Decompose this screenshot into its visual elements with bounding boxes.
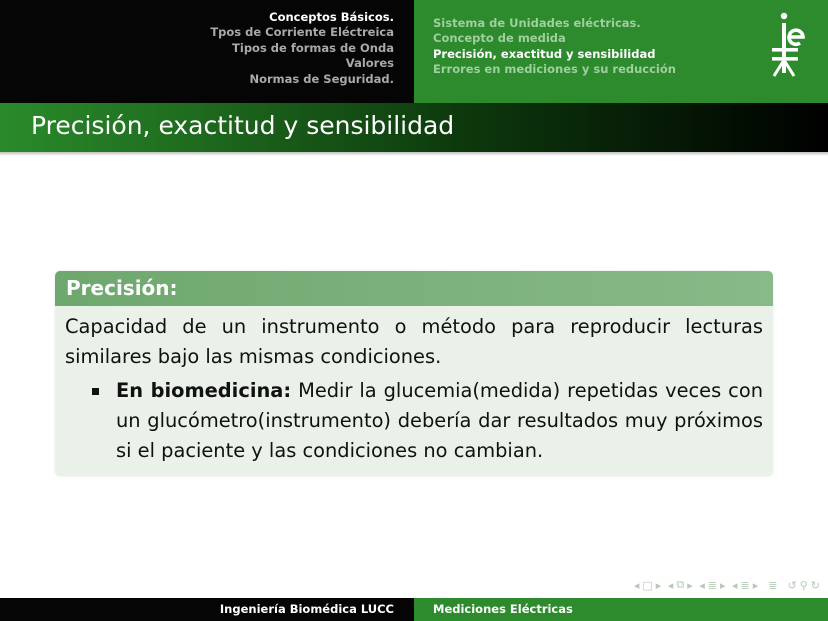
bullet-bold-label: En biomedicina: xyxy=(116,379,292,402)
subsection-nav xyxy=(414,0,828,103)
beamer-header xyxy=(0,0,828,103)
list-item xyxy=(65,376,763,466)
nav-subsection-icon[interactable]: ≣ xyxy=(707,578,717,592)
nav-section-icon[interactable]: ≣ xyxy=(740,578,750,592)
nav-prev-subsection-icon[interactable]: ◂ xyxy=(695,578,705,592)
footer-title: Mediciones Eléctricas xyxy=(414,598,828,621)
ie-logo-icon xyxy=(770,10,810,78)
nav-zoom-icon[interactable]: ⚲ xyxy=(799,578,808,592)
subsection-link-precision[interactable]: Precisión, exactitud y sensibilidad xyxy=(433,46,656,61)
block-body xyxy=(55,306,773,466)
footer-author: Ingeniería Biomédica LUCC xyxy=(0,598,414,621)
nav-prev-slide-icon[interactable]: ◂ xyxy=(633,578,640,592)
section-link-conceptos-basicos[interactable]: Conceptos Básicos. xyxy=(269,10,394,24)
section-link-tipos-corriente[interactable]: Tpos de Corriente Eléctreica xyxy=(210,25,394,40)
subsection-link-errores[interactable]: Errores en mediciones y su reducción xyxy=(433,62,676,77)
nav-slide-icon[interactable]: □ xyxy=(642,578,653,592)
nav-prev-section-icon[interactable]: ◂ xyxy=(728,578,738,592)
section-link-valores[interactable]: Valores xyxy=(345,56,394,71)
frame-title-shadow xyxy=(0,152,828,156)
subsection-link-concepto-medida[interactable]: Concepto de medida xyxy=(433,31,566,46)
definition-block xyxy=(55,271,773,476)
nav-prev-frame-icon[interactable]: ◂ xyxy=(664,578,674,592)
frame-title: Precisión, exactitud y sensibilidad xyxy=(0,103,828,152)
beamer-footer xyxy=(0,598,828,621)
nav-appendix-icon[interactable]: ≣ xyxy=(761,578,778,592)
section-link-formas-onda[interactable]: Tipos de formas de Onda xyxy=(232,40,394,55)
bullet-description: Medir la glucemia(medida) repetidas veces con un glucómetro(instrumento) debería dar resultados muy próximos si el paciente y las condiciones no cambian. xyxy=(116,379,763,462)
nav-next-subsection-icon[interactable]: ▸ xyxy=(719,578,726,592)
section-link-normas-seguridad[interactable]: Normas de Seguridad. xyxy=(249,71,394,86)
nav-search-icon[interactable]: ↺ xyxy=(780,578,797,592)
nav-forward-icon[interactable]: ↻ xyxy=(810,578,820,592)
definition-text: Capacidad de un instrumento o método para reproducir lecturas similares bajo las mismas condiciones. xyxy=(65,315,763,368)
bullet-text xyxy=(116,376,763,466)
nav-next-frame-icon[interactable]: ▸ xyxy=(687,578,693,592)
square-bullet-icon xyxy=(92,388,99,395)
block-title: Precisión: xyxy=(55,271,773,306)
subsection-link-sistema-unidades[interactable]: Sistema de Unidades eléctricas. xyxy=(433,16,641,30)
nav-frame-icon[interactable]: ⧉ xyxy=(676,578,685,591)
section-nav xyxy=(0,0,414,103)
beamer-navigation-symbols xyxy=(634,576,820,594)
nav-next-slide-icon[interactable]: ▸ xyxy=(655,578,662,592)
nav-next-section-icon[interactable]: ▸ xyxy=(752,578,759,592)
